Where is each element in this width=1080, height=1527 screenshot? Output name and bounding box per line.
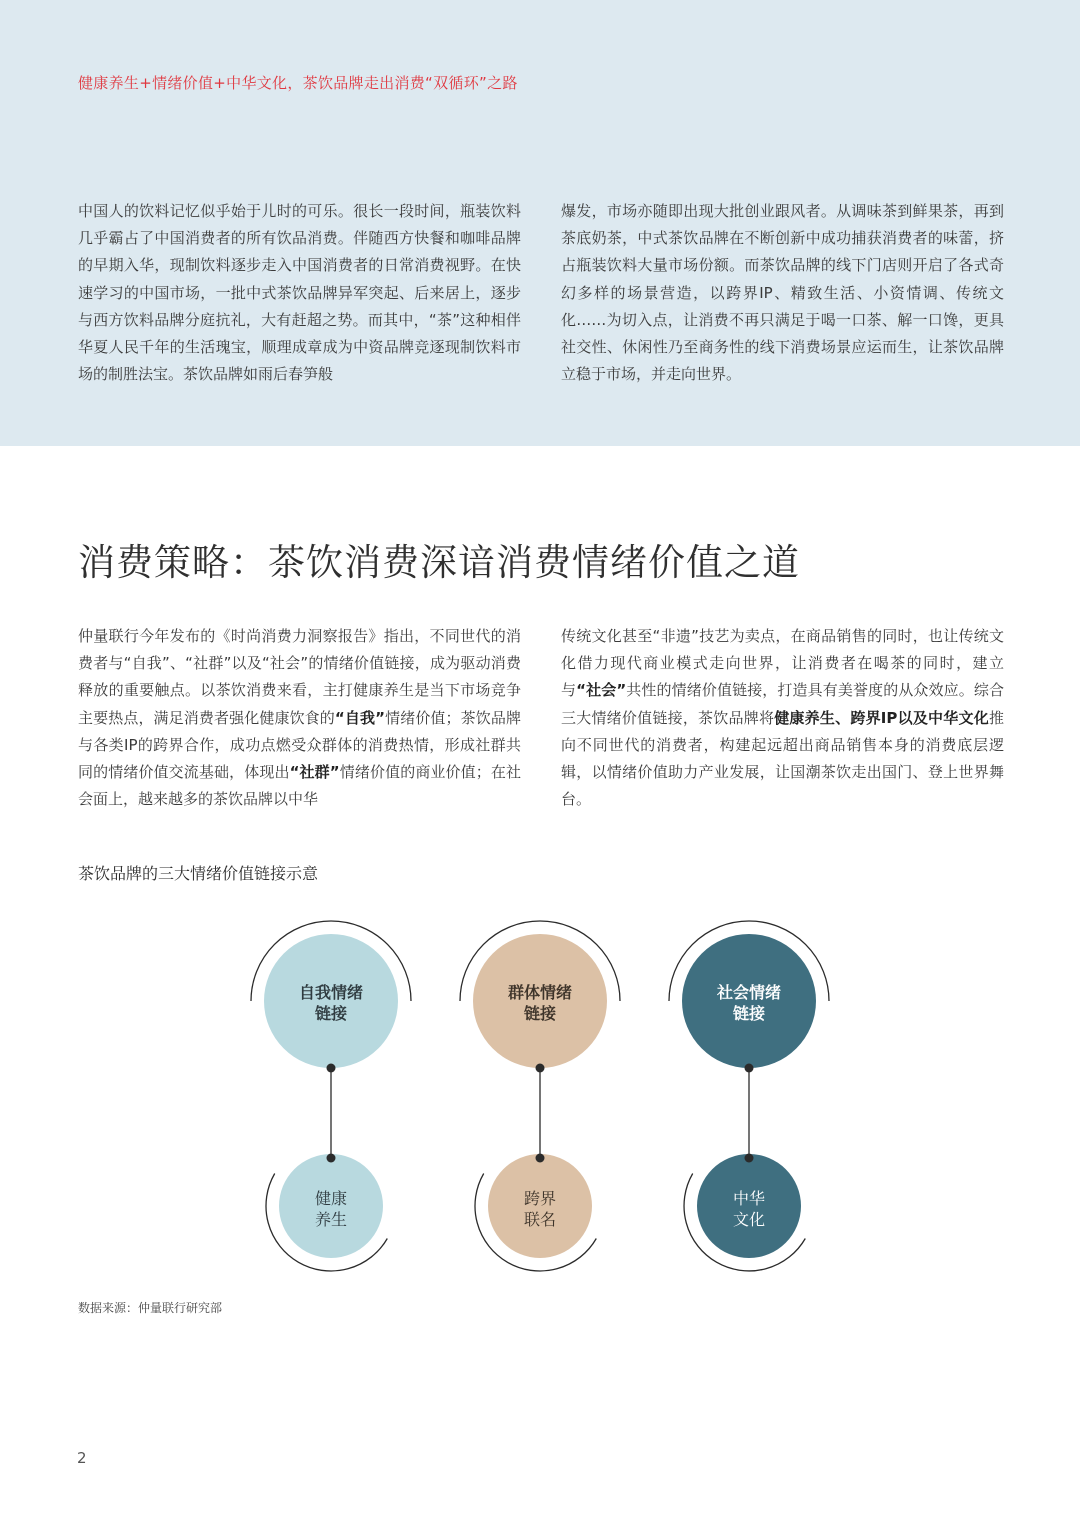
body-right-bold-1: “社会” — [576, 681, 627, 700]
body-left-text-1: 仲量联行今年发布的《时尚消费力洞察报告》指出，不同世代的消费者与“自我”、“社群”以及“社会”的情绪价值链接，成为驱动消费释放的重要触点。以茶饮消费来看，主打健康养生是当下市场竞争主要热点，满足消费者强化健康饮食的 — [78, 627, 521, 727]
society-bottom-label — [689, 1188, 809, 1230]
society-top-label-line-1: 社会情绪 — [716, 983, 781, 1002]
section-title: 消费策略：茶饮消费深谙消费情绪价值之道 — [78, 541, 800, 584]
society-bottom-dot — [745, 1154, 754, 1163]
body-paragraph-left — [78, 623, 521, 813]
group-bottom-label — [480, 1188, 600, 1230]
self-bottom-label — [271, 1188, 391, 1230]
body-left-bold-1: “自我” — [334, 708, 385, 727]
body-right-text-3: 推向不同世代的消费者，构建起远超出商品销售本身的消费底层逻辑，以情绪价值助力产业发展，让国潮茶饮走出国门、登上世界舞台。 — [561, 708, 1004, 809]
body-right-bold-2: 健康养生、跨界IP以及中华文化 — [774, 708, 989, 727]
society-top-dot — [745, 1064, 754, 1073]
self-top-label-line-2: 链接 — [314, 1004, 347, 1023]
data-source: 数据来源：仲量联行研究部 — [78, 1301, 223, 1315]
body-paragraph-right — [561, 623, 1004, 813]
self-bottom-label-line-2: 养生 — [314, 1210, 347, 1229]
emotional-value-diagram — [0, 900, 1080, 1290]
self-top-dot — [327, 1064, 336, 1073]
group-top-label — [480, 982, 600, 1024]
page-number: 2 — [77, 1449, 87, 1467]
society-top-label — [689, 982, 809, 1024]
self-bottom-label-line-1: 健康 — [314, 1189, 347, 1208]
society-top-label-line-2: 链接 — [732, 1004, 765, 1023]
group-top-dot — [536, 1064, 545, 1073]
self-bottom-dot — [327, 1154, 336, 1163]
diagram-graphics — [0, 900, 1080, 1290]
group-top-label-line-2: 链接 — [523, 1004, 556, 1023]
self-top-label-line-1: 自我情绪 — [298, 983, 363, 1002]
body-right-text-2: 共性的情绪价值链接，打造具有美誉度的从众效应。综合三大情绪价值链接，茶饮品牌将 — [561, 681, 1004, 727]
group-bottom-dot — [536, 1154, 545, 1163]
group-top-label-line-1: 群体情绪 — [507, 983, 572, 1002]
body-left-text-2: 情绪价值；茶饮品牌与各类IP的跨界合作，成功点燃受众群体的消费热情，形成社群共同的情绪价值交流基础，体现出 — [78, 708, 521, 782]
intro-paragraph-left: 中国人的饮料记忆似乎始于儿时的可乐。很长一段时间，瓶装饮料几乎霸占了中国消费者的所有饮品消费。伴随西方快餐和咖啡品牌的早期入华，现制饮料逐步走入中国消费者的日常消费视野。在快速学习的中国市场，一批中式茶饮品牌异军突起、后来居上，逐步与西方饮料品牌分庭抗礼，大有赶超之势。而其中，“茶”这种相伴华夏人民千年的生活瑰宝，顺理成章成为中资品牌竞逐现制饮料市场的制胜法宝。茶饮品牌如雨后春笋般 — [78, 202, 521, 384]
self-top-label — [271, 982, 391, 1024]
body-right-text-1: 传统文化甚至“非遗”技艺为卖点，在商品销售的同时，也让传统文化借力现代商业模式走向世界，让消费者在喝茶的同时，建立与 — [561, 627, 1004, 700]
body-left-bold-2: “社群” — [289, 763, 340, 782]
diagram-title: 茶饮品牌的三大情绪价值链接示意 — [78, 864, 319, 883]
society-bottom-label-line-1: 中华 — [732, 1189, 765, 1208]
society-bottom-label-line-2: 文化 — [732, 1210, 765, 1229]
intro-paragraph-right: 爆发，市场亦随即出现大批创业跟风者。从调味茶到鲜果茶，再到茶底奶茶，中式茶饮品牌在不断创新中成功捕获消费者的味蕾，挤占瓶装饮料大量市场份额。而茶饮品牌的线下门店则开启了各式奇幻多样的场景营造，以跨界IP、精致生活、小资情调、传统文化……为切入点，让消费不再只满足于喝一口茶、解一口馋，更具社交性、休闲性乃至商务性的线下消费场景应运而生，让茶饮品牌立稳于市场，并走向世界。 — [561, 202, 1004, 384]
body-left-text-3: 情绪价值的商业价值；在社会面上，越来越多的茶饮品牌以中华 — [78, 763, 521, 809]
group-bottom-label-line-1: 跨界 — [523, 1189, 556, 1208]
group-bottom-label-line-2: 联名 — [523, 1210, 556, 1229]
running-header: 健康养生+情绪价值+中华文化，茶饮品牌走出消费“双循环”之路 — [78, 74, 518, 92]
